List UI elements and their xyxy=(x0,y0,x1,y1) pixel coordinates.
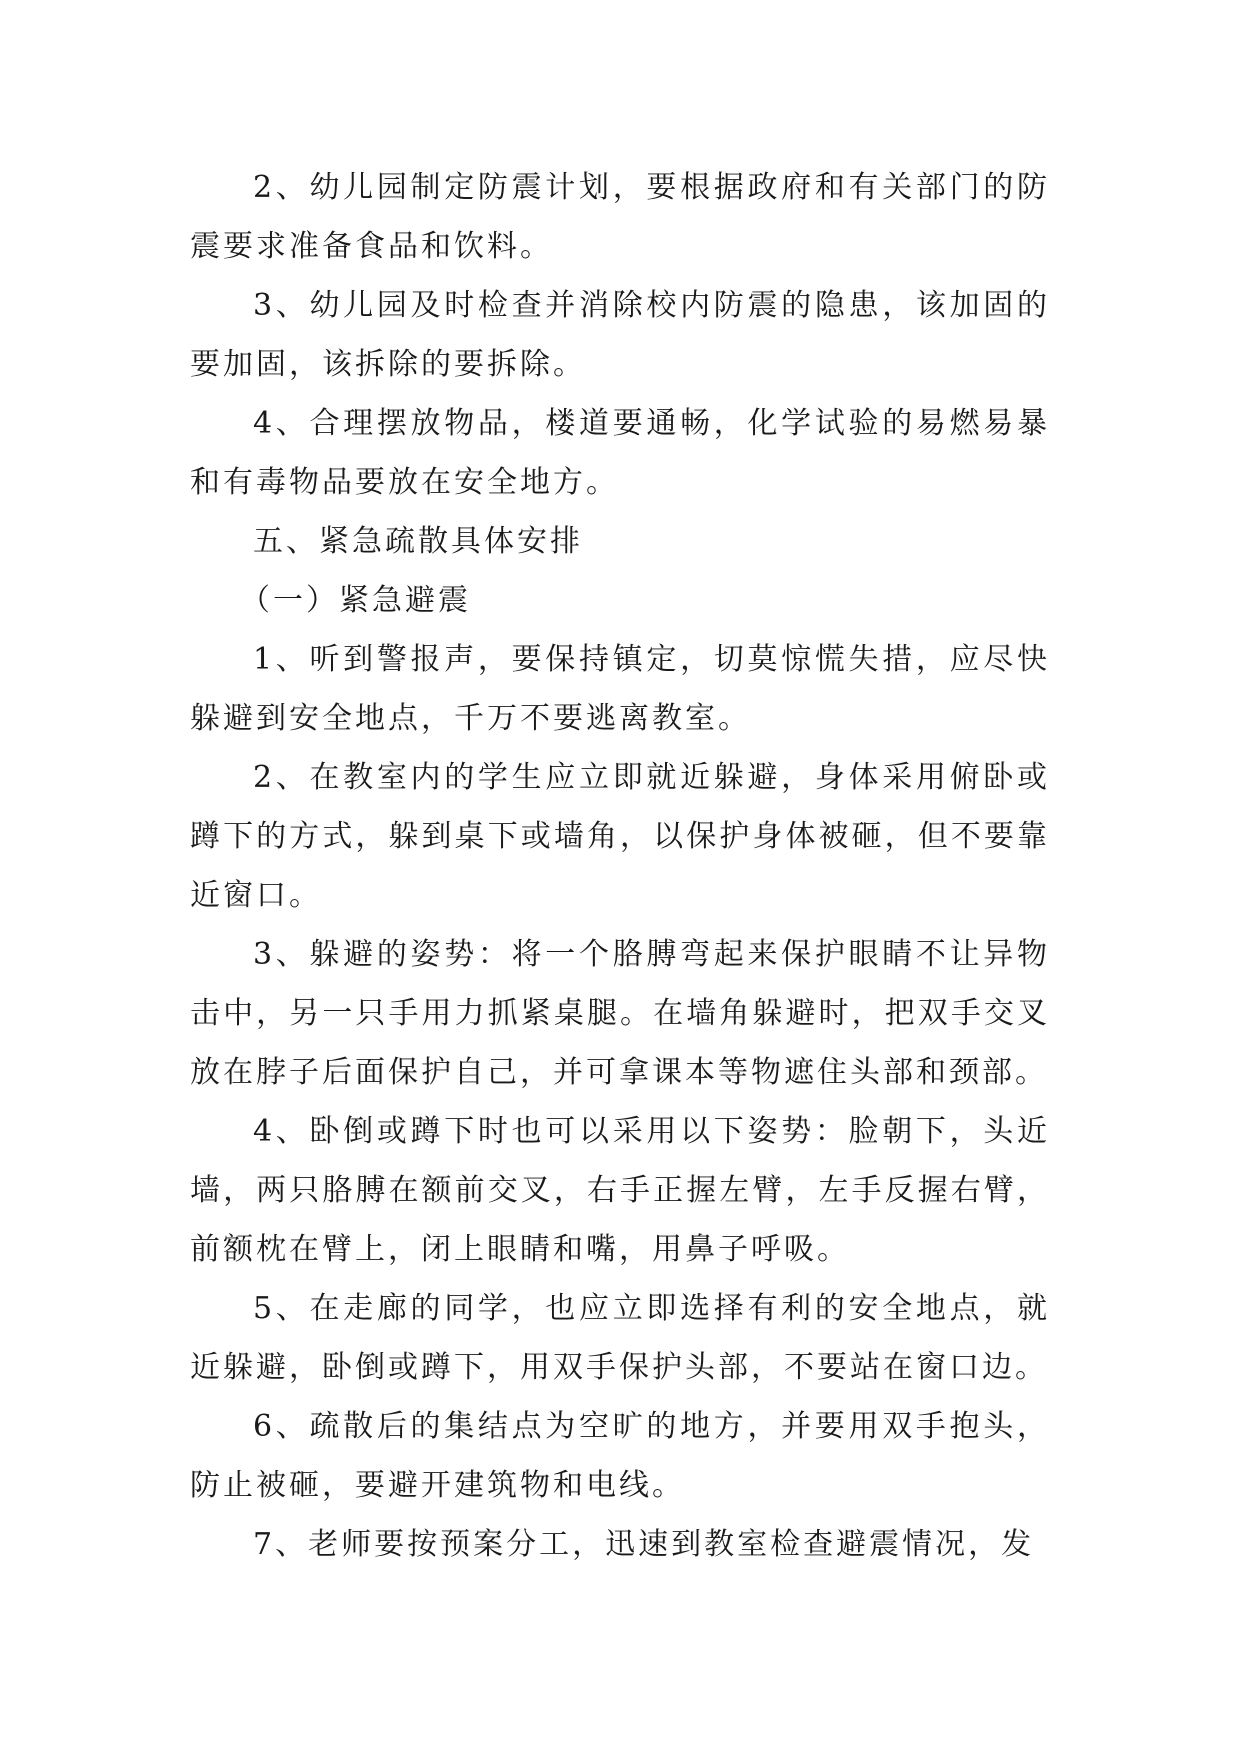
document-body xyxy=(190,158,1050,1574)
para-prevention-4: 4、合理摆放物品，楼道要通畅，化学试验的易燃易暴和有毒物品要放在安全地方。 xyxy=(190,406,1050,500)
para-evacuation-1: 1、听到警报声，要保持镇定，切莫惊慌失措，应尽快躲避到安全地点，千万不要逃离教室。 xyxy=(190,642,1050,736)
subsection-heading-1: （一）紧急避震 xyxy=(240,583,471,618)
para-evacuation-7: 7、老师要按预案分工，迅速到教室检查避震情况，发 xyxy=(253,1527,1035,1562)
para-prevention-3: 3、幼儿园及时检查并消除校内防震的隐患，该加固的要加固，该拆除的要拆除。 xyxy=(190,288,1050,382)
para-evacuation-5: 5、在走廊的同学，也应立即选择有利的安全地点，就近躲避，卧倒或蹲下，用双手保护头部，不要站在窗口边。 xyxy=(190,1291,1050,1385)
para-evacuation-4: 4、卧倒或蹲下时也可以采用以下姿势：脸朝下，头近墙，两只胳膊在额前交叉，右手正握左臂，左手反握右臂，前额枕在臂上，闭上眼睛和嘴，用鼻子呼吸。 xyxy=(190,1114,1050,1267)
section-heading-5: 五、紧急疏散具体安排 xyxy=(253,524,583,559)
para-evacuation-2: 2、在教室内的学生应立即就近躲避，身体采用俯卧或蹲下的方式，躲到桌下或墙角，以保护身体被砸，但不要靠近窗口。 xyxy=(190,760,1050,913)
para-evacuation-6: 6、疏散后的集结点为空旷的地方，并要用双手抱头，防止被砸，要避开建筑物和电线。 xyxy=(190,1409,1050,1503)
para-prevention-2: 2、幼儿园制定防震计划，要根据政府和有关部门的防震要求准备食品和饮料。 xyxy=(190,170,1050,264)
para-evacuation-3: 3、躲避的姿势：将一个胳膊弯起来保护眼睛不让异物击中，另一只手用力抓紧桌腿。在墙角躲避时，把双手交叉放在脖子后面保护自己，并可拿课本等物遮住头部和颈部。 xyxy=(190,937,1050,1090)
